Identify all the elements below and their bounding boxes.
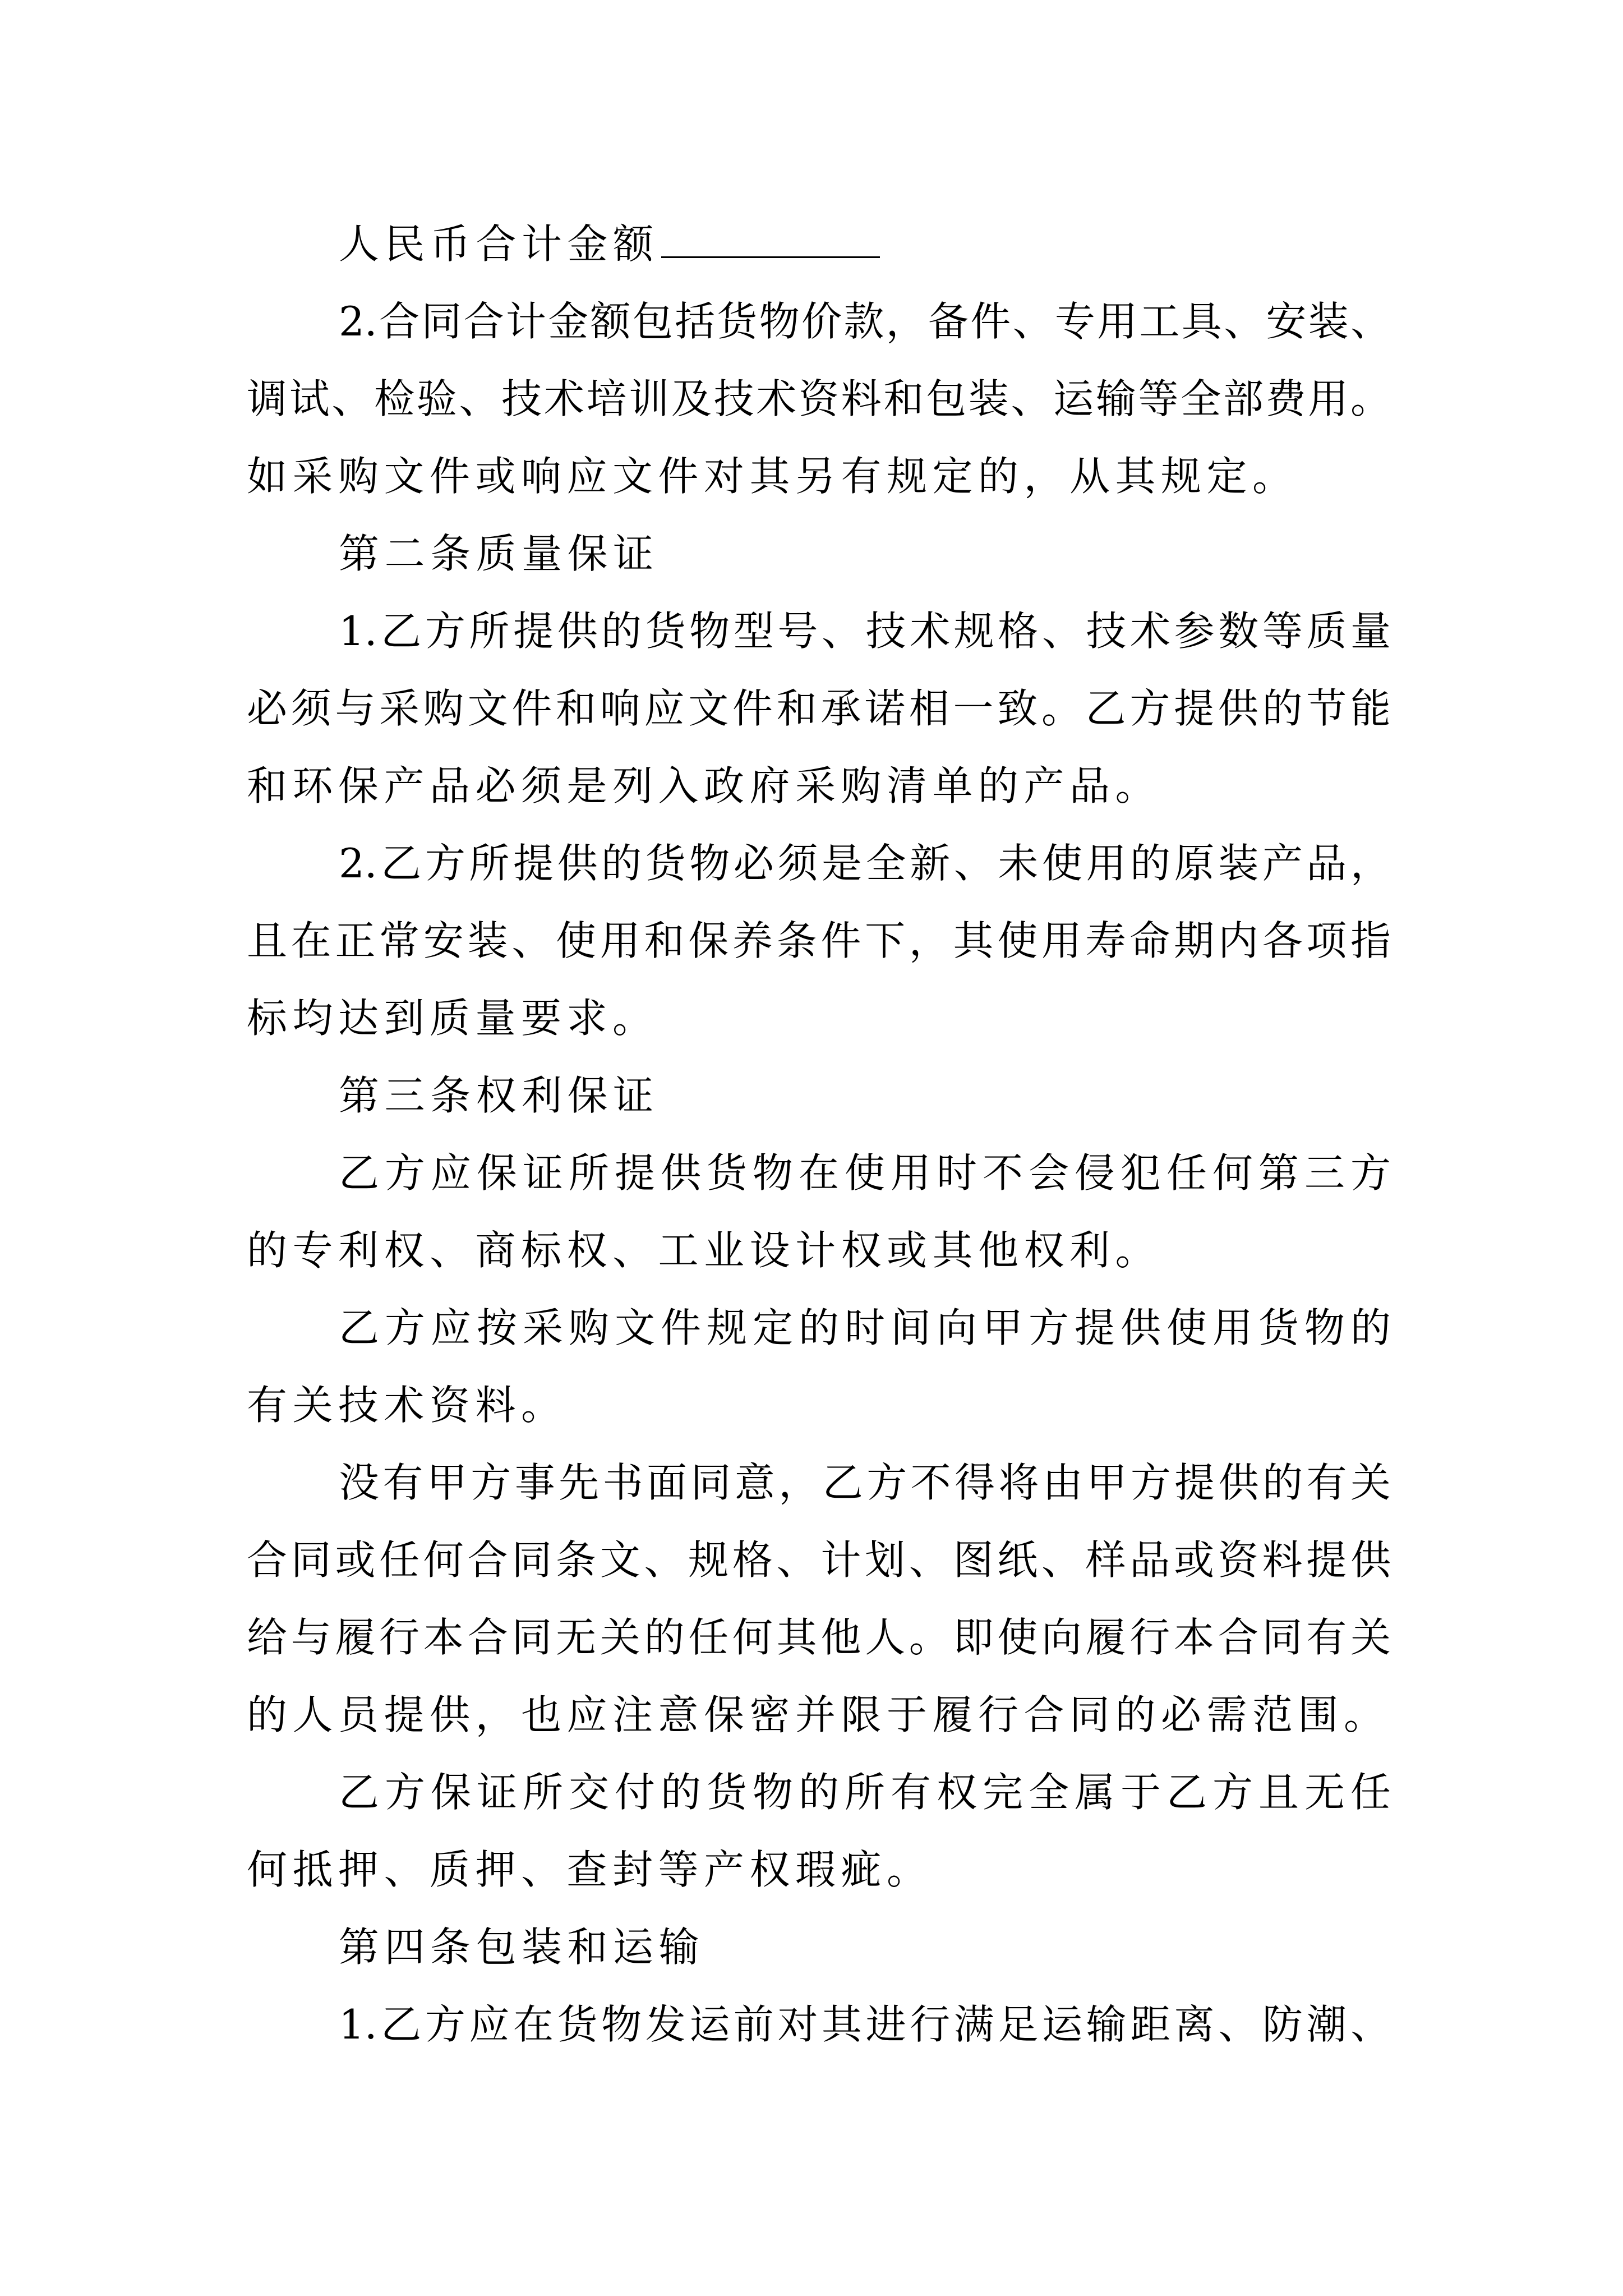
paragraph-line: 1.乙方所提供的货物型号、技术规格、技术参数等质量 [339, 608, 1391, 655]
paragraph-line: 2.乙方所提供的货物必须是全新、未使用的原装产品， [339, 840, 1391, 887]
paragraph-line: 乙方保证所交付的货物的所有权完全属于乙方且无任 [339, 1769, 1391, 1816]
total-amount-label: 人民币合计金额 [339, 220, 659, 268]
paragraph-line: 如采购文件或响应文件对其另有规定的，从其规定。 [247, 453, 1298, 500]
paragraph-line: 和环保产品必须是列入政府采购清单的产品。 [247, 762, 1161, 809]
paragraph-line: 2.合同合计金额包括货物价款，备件、专用工具、安装、 [339, 298, 1391, 345]
paragraph-line: 的人员提供，也应注意保密并限于履行合同的必需范围。 [247, 1691, 1390, 1738]
paragraph-line: 的专利权、商标权、工业设计权或其他权利。 [247, 1227, 1161, 1274]
paragraph-line: 给与履行本合同无关的任何其他人。即使向履行本合同有关 [247, 1614, 1391, 1661]
paragraph-line: 何抵押、质押、查封等产权瑕疵。 [247, 1846, 933, 1893]
section-heading: 第三条权利保证 [339, 1072, 659, 1119]
paragraph-line: 调试、检验、技术培训及技术资料和包装、运输等全部费用。 [247, 375, 1391, 422]
paragraph-line: 没有甲方事先书面同意，乙方不得将由甲方提供的有关 [339, 1459, 1391, 1506]
paragraph-line: 标均达到质量要求。 [247, 995, 658, 1042]
total-amount-line [339, 216, 1391, 272]
paragraph-line: 1.乙方应在货物发运前对其进行满足运输距离、防潮、 [339, 2001, 1391, 2048]
paragraph-line: 乙方应保证所提供货物在使用时不会侵犯任何第三方 [339, 1149, 1391, 1197]
total-amount-blank [661, 223, 880, 258]
paragraph-line: 有关技术资料。 [247, 1382, 567, 1429]
section-heading: 第二条质量保证 [339, 530, 659, 577]
paragraph-line: 必须与采购文件和响应文件和承诺相一致。乙方提供的节能 [247, 685, 1391, 732]
paragraph-line: 合同或任何合同条文、规格、计划、图纸、样品或资料提供 [247, 1536, 1391, 1584]
paragraph-line: 乙方应按采购文件规定的时间向甲方提供使用货物的 [339, 1304, 1391, 1351]
section-heading: 第四条包装和运输 [339, 1924, 705, 1971]
paragraph-line: 且在正常安装、使用和保养条件下，其使用寿命期内各项指 [247, 917, 1391, 964]
